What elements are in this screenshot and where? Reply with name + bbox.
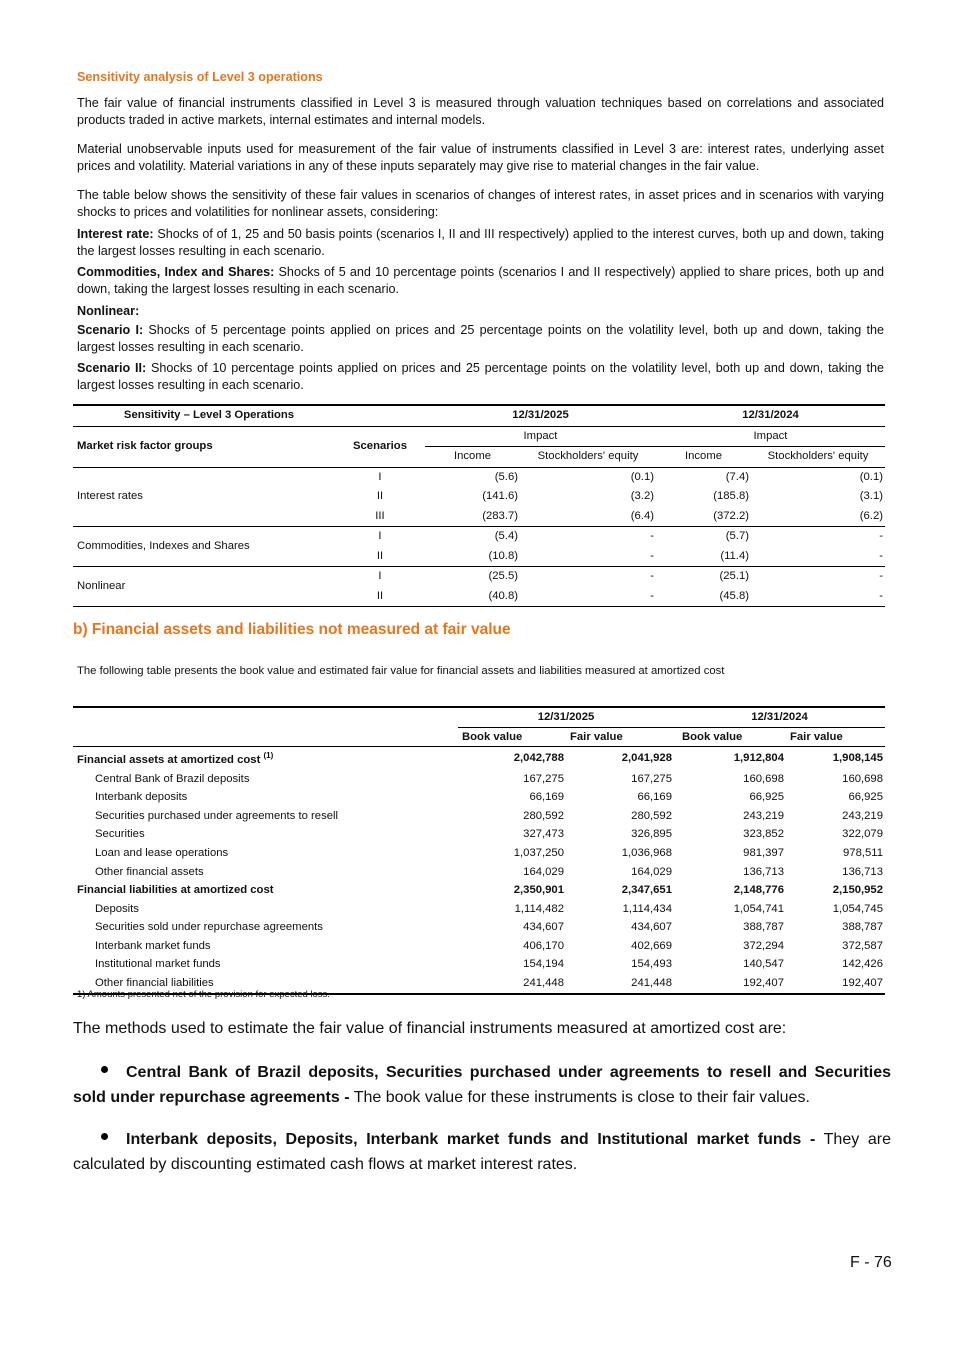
scenario-cell: II (376, 490, 384, 502)
interest-rate-text: Shocks of of 1, 25 and 50 basis points (scenarios I, II and III respectively) applied to the interest curves, both up and down, taking the largest losses resulting in each scenario. (77, 227, 885, 258)
amortized-cost-value-cell: 66,925 (749, 791, 784, 804)
sensitivity-table-row (73, 467, 885, 487)
sensitivity-value-cell: - (650, 570, 654, 582)
method-bullet-2-label: Interbank deposits, Deposits, Interbank market funds and Institutional market funds - (126, 1131, 816, 1148)
section-b-heading: b) Financial assets and liabilities not measured at fair value (73, 621, 511, 638)
sensitivity-value-cell: (185.8) (713, 490, 749, 502)
amortized-cost-value-cell: 66,925 (848, 791, 883, 804)
scenario-cell: III (335, 507, 425, 527)
amortized-cost-row (73, 807, 885, 826)
page-number: F - 76 (850, 1254, 892, 1271)
amortized-cost-row (73, 863, 885, 882)
sensitivity-value-cell: - (751, 547, 885, 567)
fair-value-header-2024: Fair value (786, 727, 885, 747)
amortized-cost-row (73, 900, 885, 919)
amortized-cost-value-cell: 280,592 (523, 809, 564, 822)
amortized-cost-value-cell: 1,054,745 (832, 902, 883, 915)
amortized-cost-value-cell: 388,787 (842, 921, 883, 934)
amortized-cost-value-cell: 323,852 (743, 828, 784, 841)
amortized-cost-row (73, 788, 885, 807)
method-bullet-1 (73, 1060, 891, 1110)
scenarios-header: Scenarios (335, 426, 425, 467)
amortized-cost-row (73, 825, 885, 844)
table1-date-2025: 12/31/2025 (425, 405, 656, 426)
footnote-marker: (1) (263, 751, 274, 761)
amortized-cost-value-cell: 167,275 (523, 772, 564, 785)
row-label: Interbank market funds (95, 939, 211, 952)
scenario-2-text: Shocks of 10 percentage points applied on prices and 25 percentage points on the volatility level, both up and down, taking the largest losses resulting in each scenario. (77, 361, 884, 392)
amortized-cost-value-cell: 160,698 (842, 772, 883, 785)
row-label: Financial assets at amortized cost (77, 753, 261, 766)
amortized-cost-value-cell: 1,036,968 (621, 846, 672, 859)
row-label: Securities purchased under agreements to resell (95, 809, 339, 822)
amortized-cost-value-cell: 434,607 (631, 921, 672, 934)
risk-factor-group-label: Commodities, Indexes and Shares (73, 527, 335, 567)
amortized-cost-value-cell: 2,350,901 (513, 884, 564, 897)
sensitivity-paragraph-1: The fair value of financial instruments classified in Level 3 is measured through valuation techniques based on correlations and associated products traded in active markets, internal estimates and internal models. (77, 96, 884, 127)
scenario-1-paragraph (77, 322, 884, 355)
amortized-cost-value-cell: 140,547 (743, 958, 784, 971)
amortized-cost-value-cell: 1,114,434 (622, 902, 672, 915)
bullet-icon (101, 1133, 108, 1140)
sensitivity-value-cell: (6.4) (520, 507, 656, 527)
sensitivity-value-cell: (0.1) (630, 470, 654, 483)
amortized-cost-row (73, 955, 885, 974)
amortized-cost-row (73, 770, 885, 789)
sensitivity-paragraph-2: Material unobservable inputs used for measurement of the fair value of instruments classified in Level 3 are: interest rates, underlying asset prices and volatility. Material variations in any of these inputs separately may give rise to material changes in the fair value. (77, 142, 884, 173)
row-label: Securities sold under repurchase agreements (95, 921, 323, 934)
equity-header-2025: Stockholders' equity (520, 447, 656, 468)
book-value-header-2025: Book value (458, 727, 566, 747)
amortized-cost-value-cell: 372,587 (842, 939, 883, 952)
amortized-cost-value-cell: 322,079 (842, 828, 883, 841)
interest-rate-label: Interest rate: (77, 227, 154, 241)
commodities-label: Commodities, Index and Shares: (77, 265, 275, 279)
amortized-cost-value-cell: 192,407 (674, 974, 786, 994)
sensitivity-value-cell: - (751, 587, 885, 607)
scenario-cell: II (335, 547, 425, 567)
scenario-1-label: Scenario I: (77, 323, 144, 337)
row-label: Financial liabilities at amortized cost (77, 884, 274, 897)
risk-factor-group-label: Interest rates (73, 467, 335, 527)
amortized-cost-value-cell: 154,493 (631, 958, 672, 971)
amortized-cost-value-cell: 1,037,250 (513, 846, 564, 859)
interest-rate-paragraph (77, 226, 884, 259)
scenario-1-text: Shocks of 5 percentage points applied on prices and 25 percentage points on the volatility level, both up and down, taking the largest losses resulting in each scenario. (77, 323, 885, 354)
sensitivity-value-cell: (6.2) (751, 507, 885, 527)
sensitivity-value-cell: (7.4) (725, 470, 749, 483)
sensitivity-value-cell: (283.7) (425, 507, 520, 527)
table2-footnote: 1) Amounts presented net of the provision for expected loss. (77, 989, 330, 1000)
sensitivity-table (73, 404, 885, 607)
table2-date-2024: 12/31/2024 (674, 707, 885, 727)
method-bullet-2 (73, 1127, 891, 1177)
sensitivity-value-cell: (3.1) (859, 490, 883, 502)
amortized-cost-value-cell: 2,150,952 (832, 884, 883, 897)
sensitivity-heading: Sensitivity analysis of Level 3 operations (77, 70, 323, 84)
scenario-cell: I (378, 570, 382, 582)
income-header-2025: Income (425, 447, 520, 468)
commodities-text: Shocks of 5 and 10 percentage points (scenarios I and II respectively) applied to share prices, both up and down, taking the largest losses resulting in each scenario. (77, 265, 885, 296)
amortized-cost-value-cell: 66,169 (529, 791, 564, 804)
book-value-header-2024: Book value (674, 727, 786, 747)
row-label: Other financial liabilities (95, 977, 214, 990)
amortized-cost-value-cell: 402,669 (631, 939, 672, 952)
amortized-cost-table (73, 706, 885, 995)
amortized-cost-value-cell: 243,219 (743, 809, 784, 822)
section-b-intro: The following table presents the book value and estimated fair value for financial assets and liabilities measured at amortized cost (77, 665, 725, 677)
method-bullet-2-text: They are calculated by discounting estimated cash flows at market interest rates. (73, 1131, 891, 1173)
row-label: Central Bank of Brazil deposits (95, 772, 250, 785)
bullet-icon (101, 1066, 108, 1073)
sensitivity-value-cell: (141.6) (482, 490, 518, 502)
row-label: Loan and lease operations (95, 846, 229, 859)
amortized-cost-value-cell: 327,473 (523, 828, 564, 841)
scenario-2-paragraph (77, 360, 884, 393)
equity-header-2024: Stockholders' equity (751, 447, 885, 468)
amortized-cost-value-cell: 243,219 (842, 809, 883, 822)
sensitivity-value-cell: - (879, 570, 883, 582)
row-label: Deposits (95, 902, 139, 915)
scenario-cell: I (378, 470, 382, 483)
income-header-2024: Income (656, 447, 751, 468)
amortized-cost-value-cell: 241,448 (458, 974, 566, 994)
amortized-cost-value-cell: 1,114,482 (514, 902, 564, 915)
amortized-cost-value-cell: 1,908,145 (832, 752, 883, 765)
sensitivity-value-cell: (5.6) (494, 470, 518, 483)
risk-factor-group-label: Nonlinear (73, 567, 335, 607)
amortized-cost-value-cell: 241,448 (566, 974, 674, 994)
sensitivity-value-cell: - (520, 547, 656, 567)
scenario-2-label: Scenario II: (77, 361, 147, 375)
amortized-cost-row (73, 918, 885, 937)
sensitivity-value-cell: (3.2) (630, 490, 654, 502)
amortized-cost-value-cell: 978,511 (843, 846, 883, 859)
sensitivity-value-cell: (11.4) (656, 547, 751, 567)
row-label: Interbank deposits (95, 791, 188, 804)
fair-value-header-2025: Fair value (566, 727, 674, 747)
amortized-cost-value-cell: 2,347,651 (621, 884, 672, 897)
amortized-cost-value-cell: 192,407 (786, 974, 885, 994)
market-risk-factor-header: Market risk factor groups (73, 426, 335, 467)
table2-date-2025: 12/31/2025 (458, 707, 674, 727)
amortized-cost-value-cell: 1,912,804 (733, 752, 784, 765)
amortized-cost-value-cell: 280,592 (631, 809, 672, 822)
sensitivity-value-cell: (25.5) (488, 570, 518, 582)
method-bullet-1-text: The book value for these instruments is close to their fair values. (349, 1089, 810, 1106)
sensitivity-value-cell: (372.2) (656, 507, 751, 527)
sensitivity-value-cell: (40.8) (425, 587, 520, 607)
sensitivity-value-cell: (5.7) (725, 530, 749, 542)
amortized-cost-value-cell: 66,169 (637, 791, 672, 804)
sensitivity-table-row (73, 567, 885, 587)
amortized-cost-value-cell: 142,426 (842, 958, 883, 971)
scenario-cell: I (378, 530, 382, 542)
sensitivity-paragraph-3: The table below shows the sensitivity of these fair values in scenarios of changes of interest rates, in asset prices and in scenarios with varying shocks to prices and volatilities for nonlinear assets, considering: (77, 188, 884, 219)
amortized-cost-row (73, 844, 885, 863)
amortized-cost-value-cell: 136,713 (842, 865, 883, 878)
sensitivity-value-cell: - (879, 530, 883, 542)
nonlinear-label: Nonlinear: (77, 304, 140, 318)
amortized-cost-row (73, 937, 885, 956)
amortized-cost-value-cell: 167,275 (631, 772, 672, 785)
amortized-cost-value-cell: 2,042,788 (513, 752, 564, 765)
sensitivity-value-cell: (45.8) (656, 587, 751, 607)
sensitivity-value-cell: (10.8) (425, 547, 520, 567)
impact-header-2025: Impact (425, 426, 656, 447)
amortized-cost-value-cell: 160,698 (743, 772, 784, 785)
impact-header-2024: Impact (656, 426, 885, 447)
amortized-cost-value-cell: 406,170 (523, 939, 564, 952)
sensitivity-table-row (73, 527, 885, 547)
amortized-cost-value-cell: 2,041,928 (621, 752, 672, 765)
table1-date-2024: 12/31/2024 (656, 405, 885, 426)
sensitivity-table-title: Sensitivity – Level 3 Operations (73, 405, 425, 426)
methods-intro: The methods used to estimate the fair value of financial instruments measured at amortized cost are: (73, 1020, 787, 1037)
sensitivity-value-cell: (25.1) (719, 570, 749, 582)
amortized-cost-value-cell: 372,294 (743, 939, 784, 952)
amortized-cost-value-cell: 981,397 (743, 846, 784, 859)
amortized-cost-value-cell: 136,713 (743, 865, 784, 878)
amortized-cost-value-cell: 164,029 (631, 865, 672, 878)
row-label: Institutional market funds (95, 958, 221, 971)
commodities-paragraph (77, 264, 884, 297)
row-label: Securities (95, 828, 145, 841)
method-bullet-1-label: Central Bank of Brazil deposits, Securities purchased under agreements to resell and Securities sold under repurchase agreements - (73, 1064, 891, 1106)
scenario-cell: II (335, 587, 425, 607)
row-label: Other financial assets (95, 865, 204, 878)
sensitivity-value-cell: (5.4) (494, 530, 518, 542)
amortized-cost-value-cell: 164,029 (523, 865, 564, 878)
amortized-cost-row (73, 881, 885, 900)
amortized-cost-value-cell: 388,787 (743, 921, 784, 934)
amortized-cost-value-cell: 434,607 (523, 921, 564, 934)
amortized-cost-value-cell: 1,054,741 (733, 902, 784, 915)
sensitivity-value-cell: - (650, 530, 654, 542)
amortized-cost-value-cell: 2,148,776 (733, 884, 784, 897)
sensitivity-value-cell: - (520, 587, 656, 607)
amortized-cost-value-cell: 154,194 (523, 958, 564, 971)
amortized-cost-row (73, 747, 885, 770)
sensitivity-value-cell: (0.1) (859, 470, 883, 483)
amortized-cost-value-cell: 326,895 (631, 828, 672, 841)
